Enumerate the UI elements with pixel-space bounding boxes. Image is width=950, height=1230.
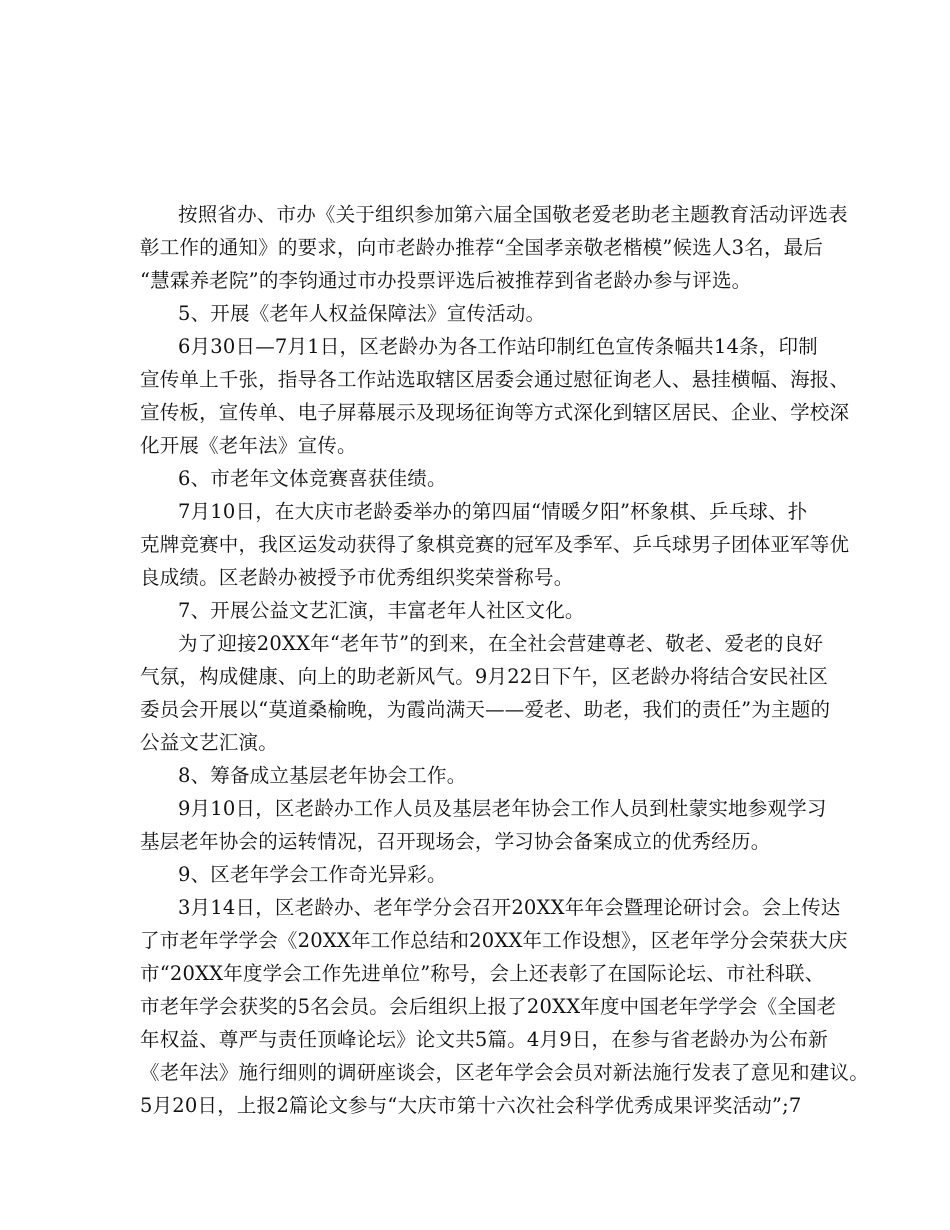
document-body	[140, 198, 869, 1122]
text-line: 7月10日，在大庆市老龄委举办的第四届“情暖夕阳”杯象棋、乒乓球、扑	[178, 500, 808, 523]
text-line: 9月10日，区老龄办工作人员及基层老年协会工作人员到杜蒙实地参观学习	[178, 797, 827, 820]
text-line: 市老年学会获奖的5名会员。会后组织上报了20XX年度中国老年学学会《全国老	[140, 995, 837, 1018]
text-line: 《老年法》施行细则的调研座谈会，区老年学会会员对新法施行发表了意见和建议。	[140, 1061, 869, 1084]
text-line: 气氛，构成健康、向上的助老新风气。9月22日下午，区老龄办将结合安民社区	[140, 665, 828, 688]
text-line: 5、开展《老年人权益保障法》宣传活动。	[178, 302, 546, 325]
text-line: 7、开展公益文艺汇演，丰富老年人社区文化。	[178, 599, 585, 622]
text-line: 良成绩。区老龄办被授予市优秀组织奖荣誉称号。	[140, 566, 574, 589]
text-line: 市“20XX年度学会工作先进单位”称号，会上还表彰了在国际论坛、市社科联、	[140, 962, 825, 985]
text-line: 了市老年学学会《20XX年工作总结和20XX年工作设想》，区老年学分会荣获大庆	[140, 929, 848, 952]
text-line: 3月14日，区老龄办、老年学分会召开20XX年年会暨理论研讨会。会上传达	[178, 896, 841, 919]
text-line: 6月30日—7月1日，区老龄办为各工作站印制红色宣传条幅共14条，印制	[178, 335, 818, 358]
text-line: 彰工作的通知》的要求，向市老龄办推荐“全国孝亲敬老楷模”候选人3名，最后	[140, 236, 824, 259]
text-line: 为了迎接20XX年“老年节”的到来，在全社会营建尊老、敬老、爱老的良好	[178, 632, 824, 655]
text-line: 8、筹备成立基层老年协会工作。	[178, 764, 467, 787]
text-line: 6、市老年文体竞赛喜获佳绩。	[178, 467, 447, 490]
text-line: 宣传单上千张，指导各工作站选取辖区居委会通过慰征询老人、悬挂横幅、海报、	[140, 368, 850, 391]
text-line: 宣传板，宣传单、电子屏幕展示及现场征询等方式深化到辖区居民、企业、学校深	[140, 401, 850, 424]
text-line: 化开展《老年法》宣传。	[140, 434, 357, 457]
text-line: “慧霖养老院”的李钧通过市办投票评选后被推荐到省老龄办参与评选。	[140, 269, 752, 292]
text-line: 克牌竞赛中，我区运发动获得了象棋竞赛的冠军及季军、乒乓球男子团体亚军等优	[140, 533, 850, 556]
text-line: 公益文艺汇演。	[140, 731, 278, 754]
text-line: 9、区老年学会工作奇光异彩。	[178, 863, 447, 886]
text-line: 委员会开展以“莫道桑榆晚，为霞尚满天——爱老、助老，我们的责任”为主题的	[140, 698, 831, 721]
text-line: 5月20日，上报2篇论文参与“大庆市第十六次社会科学优秀成果评奖活动”;7	[140, 1094, 802, 1117]
text-line: 按照省办、市办《关于组织参加第六届全国敬老爱老助老主题教育活动评选表	[178, 203, 848, 226]
text-line: 基层老年协会的运转情况，召开现场会，学习协会备案成立的优秀经历。	[140, 830, 771, 853]
text-line: 年权益、尊严与责任顶峰论坛》论文共5篇。4月9日，在参与省老龄办为公布新	[140, 1028, 828, 1051]
